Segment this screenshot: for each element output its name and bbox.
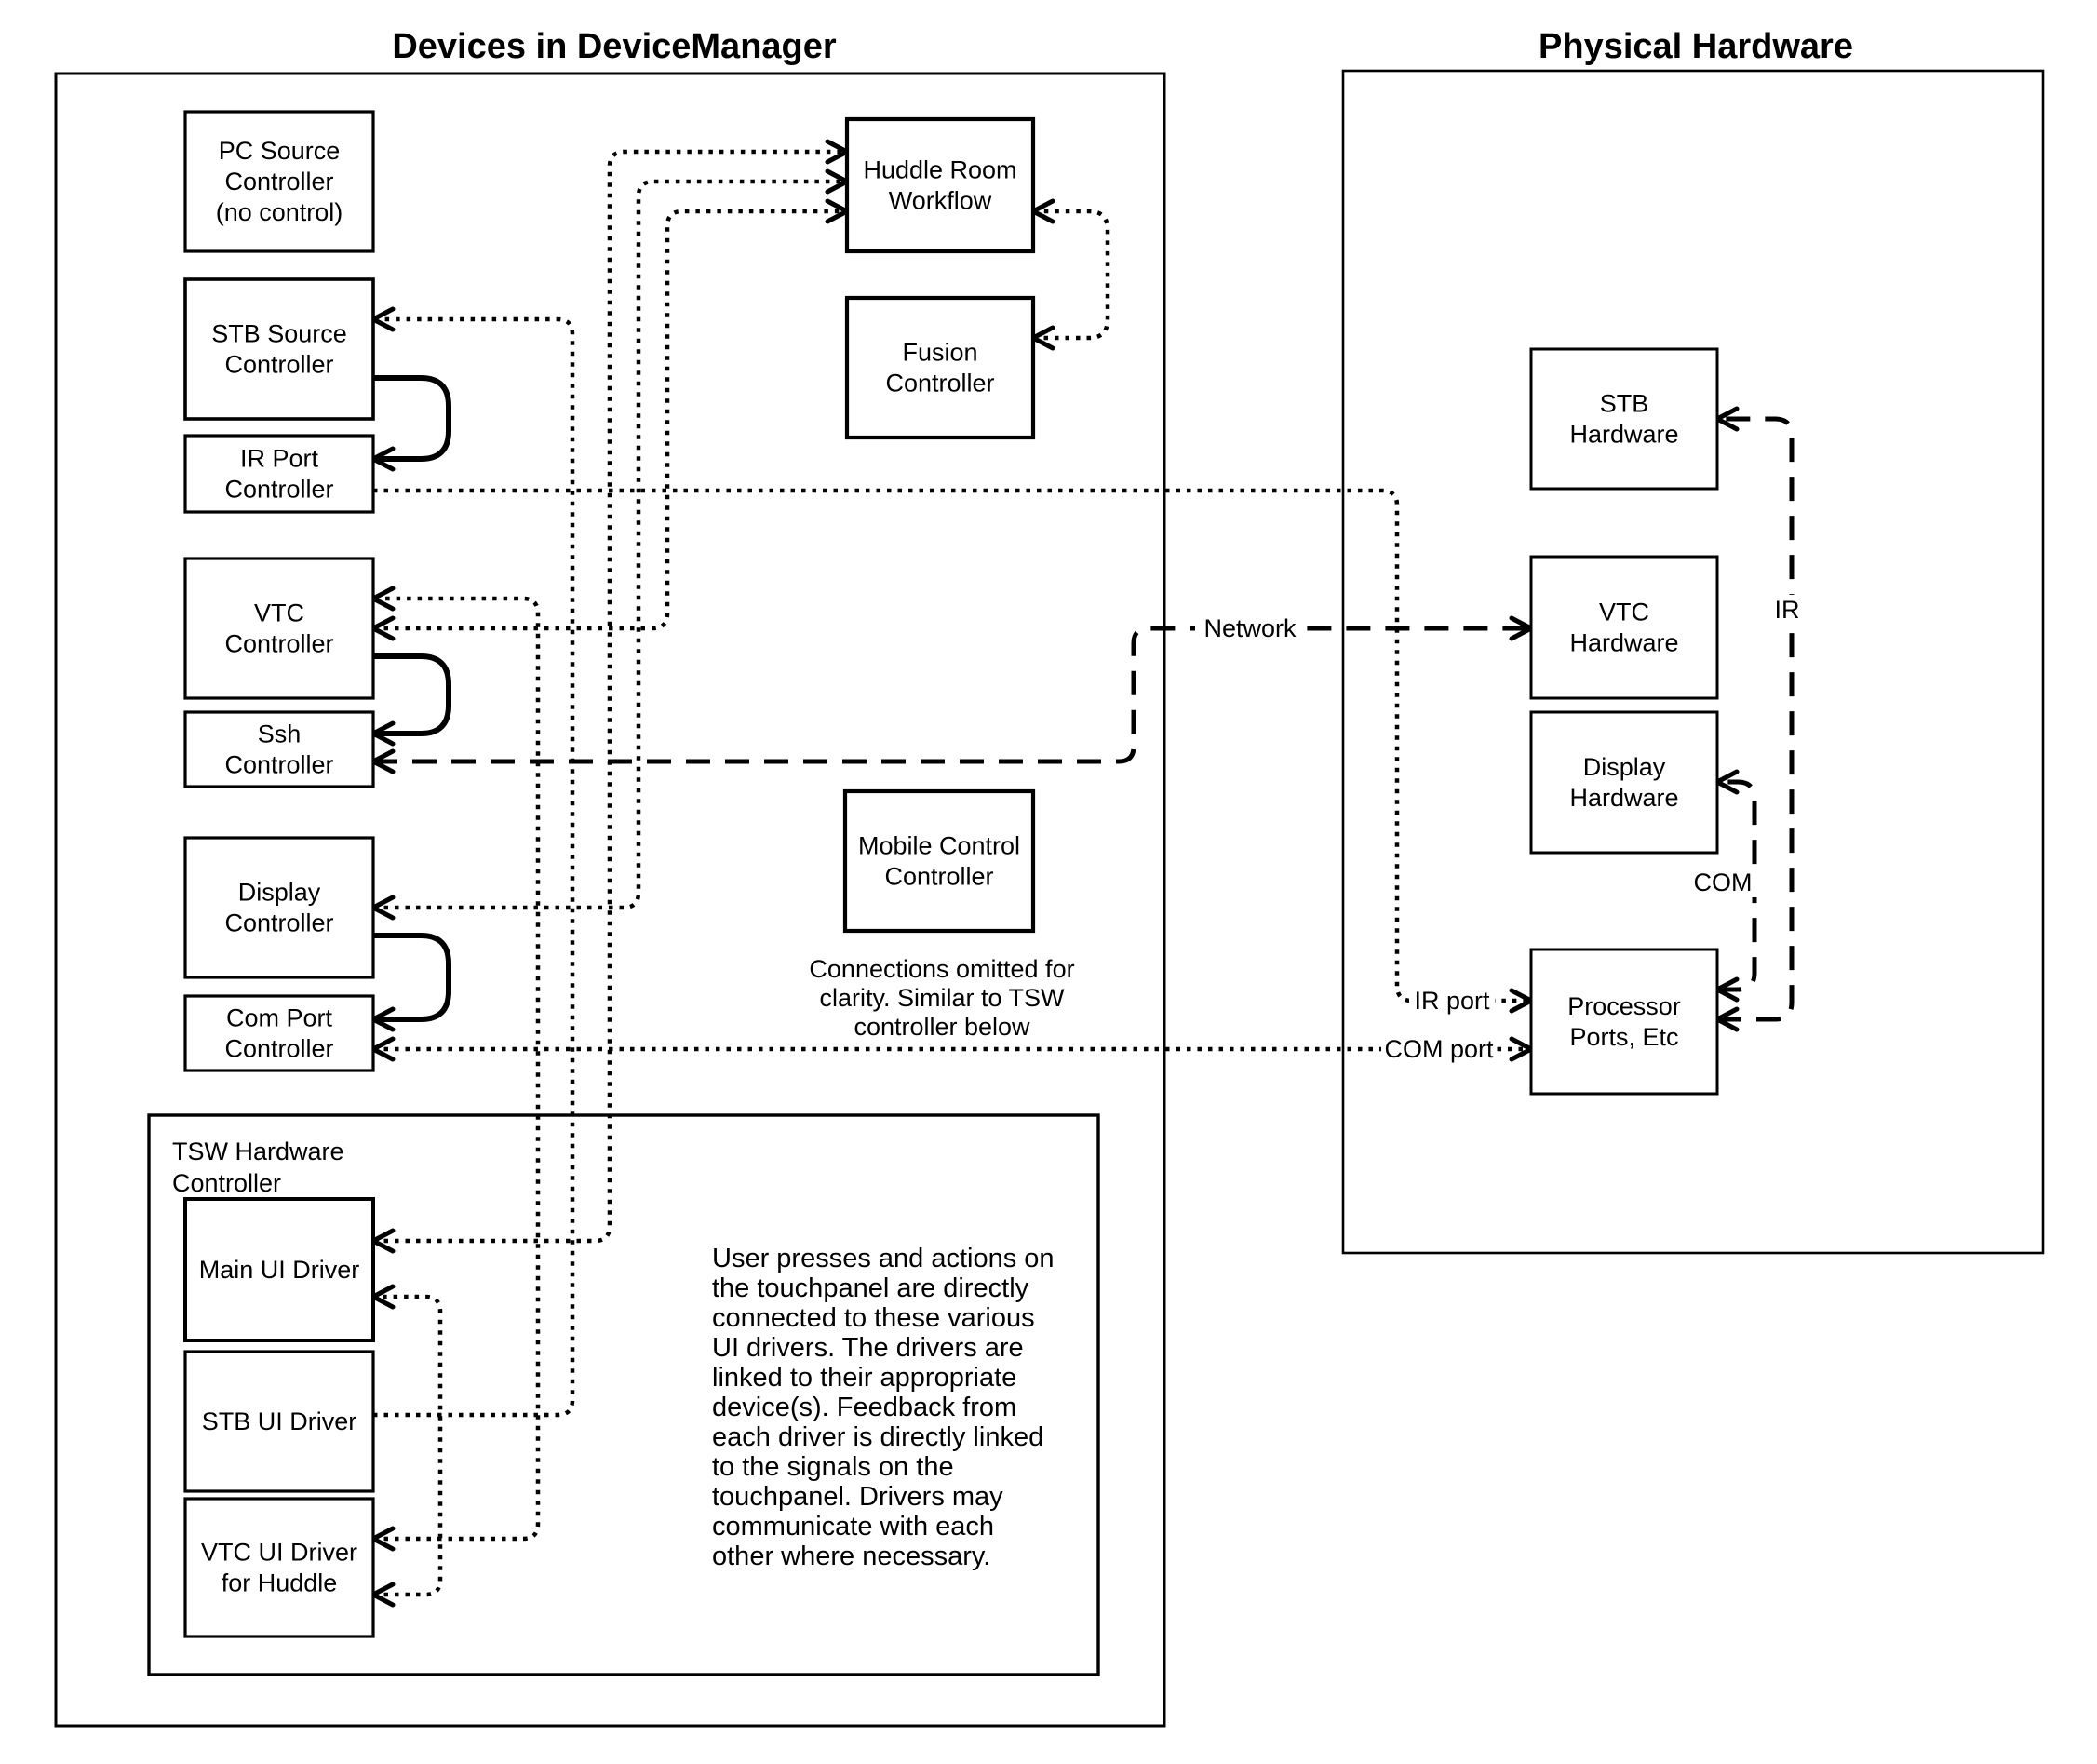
node-display (185, 838, 373, 977)
display-label: Display Controller (224, 878, 334, 937)
ir-label: IR (1774, 596, 1800, 624)
stb-hw-box (1531, 349, 1717, 489)
stb-source-label: STB Source Controller (211, 319, 347, 379)
node-proc (1531, 949, 1717, 1094)
node-stb-hw (1531, 349, 1717, 489)
tsw-label: TSW Hardware Controller (172, 1138, 344, 1197)
ir-port-label: IR Port Controller (224, 444, 334, 504)
edge-label-network-label (1195, 613, 1305, 643)
node-vtc (185, 559, 373, 698)
com-label: COM (1693, 869, 1753, 896)
vtc-label: VTC Controller (224, 599, 334, 658)
vtc-hw-box (1531, 557, 1717, 698)
edge-vtc-to-ssh (373, 656, 449, 734)
stb-hw-label: STB Hardware (1569, 389, 1679, 449)
devices-title: Devices in DeviceManager (392, 27, 837, 66)
node-ir-port (185, 436, 373, 512)
node-com-port (185, 996, 373, 1071)
fusion-box (847, 298, 1033, 438)
node-stb-ui (185, 1352, 373, 1491)
hardware-title: Physical Hardware (1539, 27, 1853, 66)
node-vtc-ui (185, 1499, 373, 1636)
node-vtc-hw (1531, 557, 1717, 698)
huddle-label: Huddle Room Workflow (863, 155, 1017, 215)
edge-stbui-to-stbsource (373, 319, 572, 1415)
edge-label-ir-label (1768, 595, 1807, 625)
stb-source-box (185, 279, 373, 419)
edge-label-ir-port-label (1409, 986, 1495, 1016)
stb-ui-label: STB UI Driver (201, 1407, 357, 1435)
vtc-hw-label: VTC Hardware (1569, 598, 1679, 657)
node-mobile (845, 791, 1033, 931)
proc-label: Processor Ports, Etc (1567, 992, 1681, 1051)
ssh-label: Ssh Controller (224, 720, 334, 779)
edge-label-com-label (1686, 868, 1760, 897)
vtc-box (185, 559, 373, 698)
edge-ssh-vtchw-network (373, 628, 1531, 761)
com-port-label: COM port (1384, 1035, 1494, 1063)
edge-label-com-port-label (1381, 1034, 1497, 1064)
node-display-hw (1531, 712, 1717, 853)
fusion-label: Fusion Controller (885, 338, 995, 397)
huddle-box (847, 119, 1033, 251)
edge-display-to-comport (373, 936, 449, 1019)
proc-box (1531, 949, 1717, 1094)
edge-mainui-huddle (373, 152, 847, 1241)
pc-source-label: PC Source Controller (no control) (215, 137, 343, 226)
edge-vtcui-mainui (373, 1297, 440, 1595)
node-pc-source (185, 112, 373, 251)
network-label: Network (1203, 614, 1297, 642)
node-stb-source (185, 279, 373, 419)
node-fusion (847, 298, 1033, 438)
node-main-ui (185, 1199, 373, 1340)
edge-stbsource-to-irport (373, 378, 449, 459)
com-port-label: Com Port Controller (224, 1003, 334, 1063)
display-hw-box (1531, 712, 1717, 853)
mobile-note: Connections omitted for clarity. Similar to TSW controller below (809, 955, 1075, 1041)
edge-vtcui-vtc (373, 599, 538, 1539)
display-box (185, 838, 373, 977)
mobile-label: Mobile Control Controller (857, 831, 1021, 891)
vtc-ui-label: VTC UI Driver for Huddle (201, 1538, 357, 1597)
vtc-ui-box (185, 1499, 373, 1636)
node-ssh (185, 712, 373, 787)
edge-fusion-huddle (1033, 211, 1108, 338)
mobile-box (845, 791, 1033, 931)
ir-port-label: IR port (1414, 987, 1490, 1015)
display-hw-label: Display Hardware (1569, 753, 1679, 812)
node-huddle (847, 119, 1033, 251)
main-ui-label: Main UI Driver (198, 1256, 360, 1284)
tsw-paragraph: User presses and actions on the touchpanel are directly connected to these various UI drivers. The drivers are linked to their appropriate device(s). Feedback from each driver is directly linked to the signals on the touchpanel. Drivers may communicate with each other where necessary. (712, 1244, 1055, 1571)
